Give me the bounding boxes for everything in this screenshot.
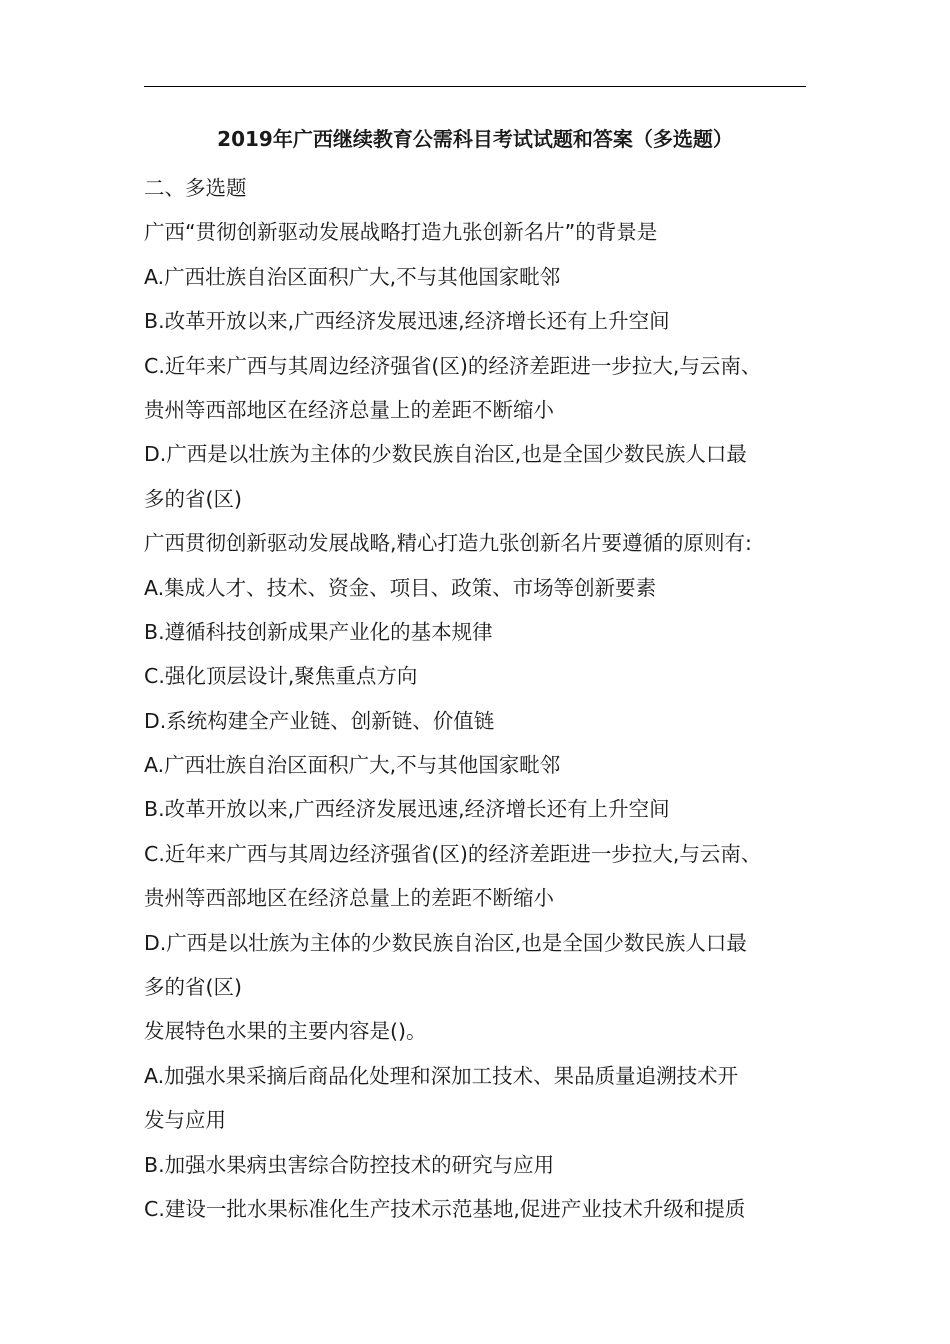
section-heading: 二、多选题 bbox=[144, 176, 247, 200]
answer-option-continuation: 贵州等西部地区在经济总量上的差距不断缩小 bbox=[144, 886, 554, 911]
answer-option: B.改革开放以来,广西经济发展迅速,经济增长还有上升空间 bbox=[144, 309, 670, 334]
question-text: 发展特色水果的主要内容是()。 bbox=[144, 1019, 427, 1044]
answer-option: D.广西是以壮族为主体的少数民族自治区,也是全国少数民族人口最 bbox=[144, 442, 747, 467]
document-title: 2019年广西继续教育公需科目考试试题和答案（多选题） bbox=[217, 127, 733, 151]
answer-option: A.广西壮族自治区面积广大,不与其他国家毗邻 bbox=[144, 264, 561, 289]
answer-option: B.遵循科技创新成果产业化的基本规律 bbox=[144, 619, 493, 644]
question-text: 广西“贯彻创新驱动发展战略打造九张创新名片”的背景是 bbox=[144, 220, 658, 245]
answer-option-continuation: 发与应用 bbox=[144, 1108, 226, 1133]
answer-option: B.加强水果病虫害综合防控技术的研究与应用 bbox=[144, 1152, 555, 1177]
answer-option-continuation: 多的省(区) bbox=[144, 975, 242, 1000]
answer-option: A.加强水果采摘后商品化处理和深加工技术、果品质量追溯技术开 bbox=[144, 1063, 739, 1088]
answer-option: A.集成人才、技术、资金、项目、政策、市场等创新要素 bbox=[144, 575, 657, 600]
document-body bbox=[144, 166, 824, 1231]
answer-option: C.近年来广西与其周边经济强省(区)的经济差距进一步拉大,与云南、 bbox=[144, 353, 762, 378]
answer-option: D.系统构建全产业链、创新链、价值链 bbox=[144, 708, 495, 733]
answer-option: D.广西是以壮族为主体的少数民族自治区,也是全国少数民族人口最 bbox=[144, 930, 747, 955]
answer-option-continuation: 多的省(区) bbox=[144, 486, 242, 511]
answer-option: A.广西壮族自治区面积广大,不与其他国家毗邻 bbox=[144, 753, 561, 778]
answer-option-continuation: 贵州等西部地区在经济总量上的差距不断缩小 bbox=[144, 397, 554, 422]
answer-option: C.建设一批水果标准化生产技术示范基地,促进产业技术升级和提质 bbox=[144, 1196, 746, 1221]
question-text: 广西贯彻创新驱动发展战略,精心打造九张创新名片要遵循的原则有: bbox=[144, 531, 752, 556]
answer-option: C.强化顶层设计,聚焦重点方向 bbox=[144, 664, 418, 689]
answer-option: B.改革开放以来,广西经济发展迅速,经济增长还有上升空间 bbox=[144, 797, 670, 822]
header-rule bbox=[144, 86, 806, 87]
answer-option: C.近年来广西与其周边经济强省(区)的经济差距进一步拉大,与云南、 bbox=[144, 841, 762, 866]
